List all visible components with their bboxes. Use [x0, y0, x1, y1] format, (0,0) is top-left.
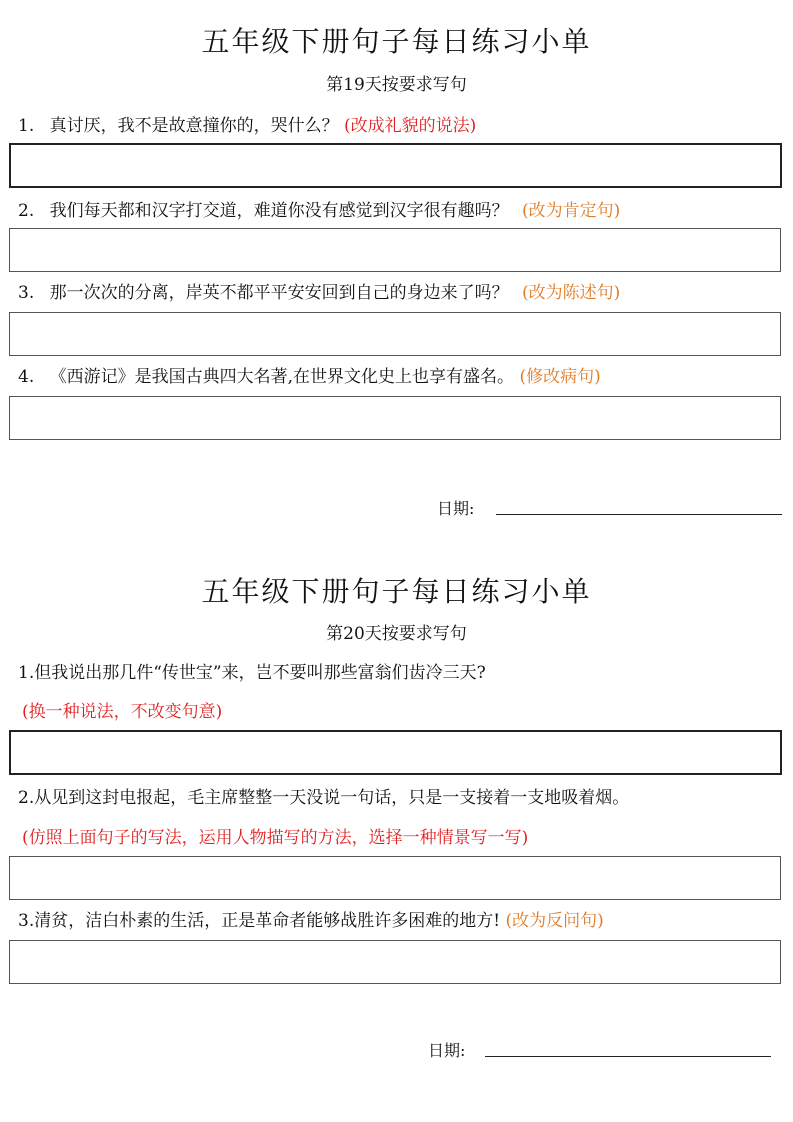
question-number: 3. — [18, 911, 35, 931]
answer-box-2-day20[interactable] — [9, 856, 781, 900]
answer-box-1-day20[interactable] — [9, 730, 782, 775]
question-text: 《西游记》是我国古典四大名著,在世界文化史上也享有盛名。 — [49, 367, 515, 387]
question-number: 2. — [18, 788, 35, 808]
answer-box-2-day19[interactable] — [9, 228, 781, 272]
question-number: 2. — [18, 201, 35, 221]
question-3-day19 — [18, 281, 620, 305]
question-instruction-2-day20: (仿照上面句子的写法，运用人物描写的方法，选择一种情景写一写) — [22, 828, 529, 848]
question-1-day20 — [18, 661, 486, 685]
page-title-day20: 五年级下册句子每日练习小单 — [201, 575, 592, 608]
question-2-day19 — [18, 199, 620, 223]
question-2-day20 — [18, 786, 629, 810]
page-title-day19: 五年级下册句子每日练习小单 — [201, 25, 592, 58]
question-text: 我们每天都和汉字打交道，难道你没有感觉到汉字很有趣吗？ — [49, 201, 509, 221]
question-text: 真讨厌，我不是故意撞你的，哭什么？ — [49, 116, 339, 136]
question-instruction: (改为陈述句) — [522, 283, 621, 303]
question-text: 从见到这封电报起，毛主席整整一天没说一句话，只是一支接着一支地吸着烟。 — [34, 788, 630, 808]
answer-box-4-day19[interactable] — [9, 396, 781, 440]
question-number: 4. — [18, 367, 35, 387]
question-text: 但我说出那几件“传世宝”来，岂不要叫那些富翁们齿冷三天? — [34, 663, 486, 683]
date-label-day20: 日期: — [428, 1041, 466, 1060]
question-instruction: (修改病句) — [519, 367, 601, 387]
question-number: 3. — [18, 283, 35, 303]
subtitle-day20: 第20天按要求写句 — [326, 624, 467, 644]
question-text: 清贫，洁白朴素的生活，正是革命者能够战胜许多困难的地方! — [34, 911, 501, 931]
date-field-day20[interactable] — [485, 1056, 771, 1057]
question-1-day19 — [18, 114, 476, 138]
date-field-day19[interactable] — [496, 514, 782, 515]
answer-box-3-day19[interactable] — [9, 312, 781, 356]
question-number: 1. — [18, 116, 35, 136]
question-3-day20 — [18, 909, 604, 933]
question-instruction-1-day20: (换一种说法，不改变句意) — [22, 702, 223, 722]
question-instruction: (改成礼貌的说法) — [344, 116, 477, 136]
question-4-day19 — [18, 365, 601, 389]
question-text: 那一次次的分离，岸英不都平平安安回到自己的身边来了吗？ — [49, 283, 509, 303]
question-instruction: (改为反问句) — [505, 911, 604, 931]
answer-box-1-day19[interactable] — [9, 143, 782, 188]
question-instruction: (改为肯定句) — [522, 201, 621, 221]
date-label-day19: 日期: — [437, 499, 475, 518]
subtitle-day19: 第19天按要求写句 — [326, 75, 467, 95]
answer-box-3-day20[interactable] — [9, 940, 781, 984]
question-number: 1. — [18, 663, 35, 683]
